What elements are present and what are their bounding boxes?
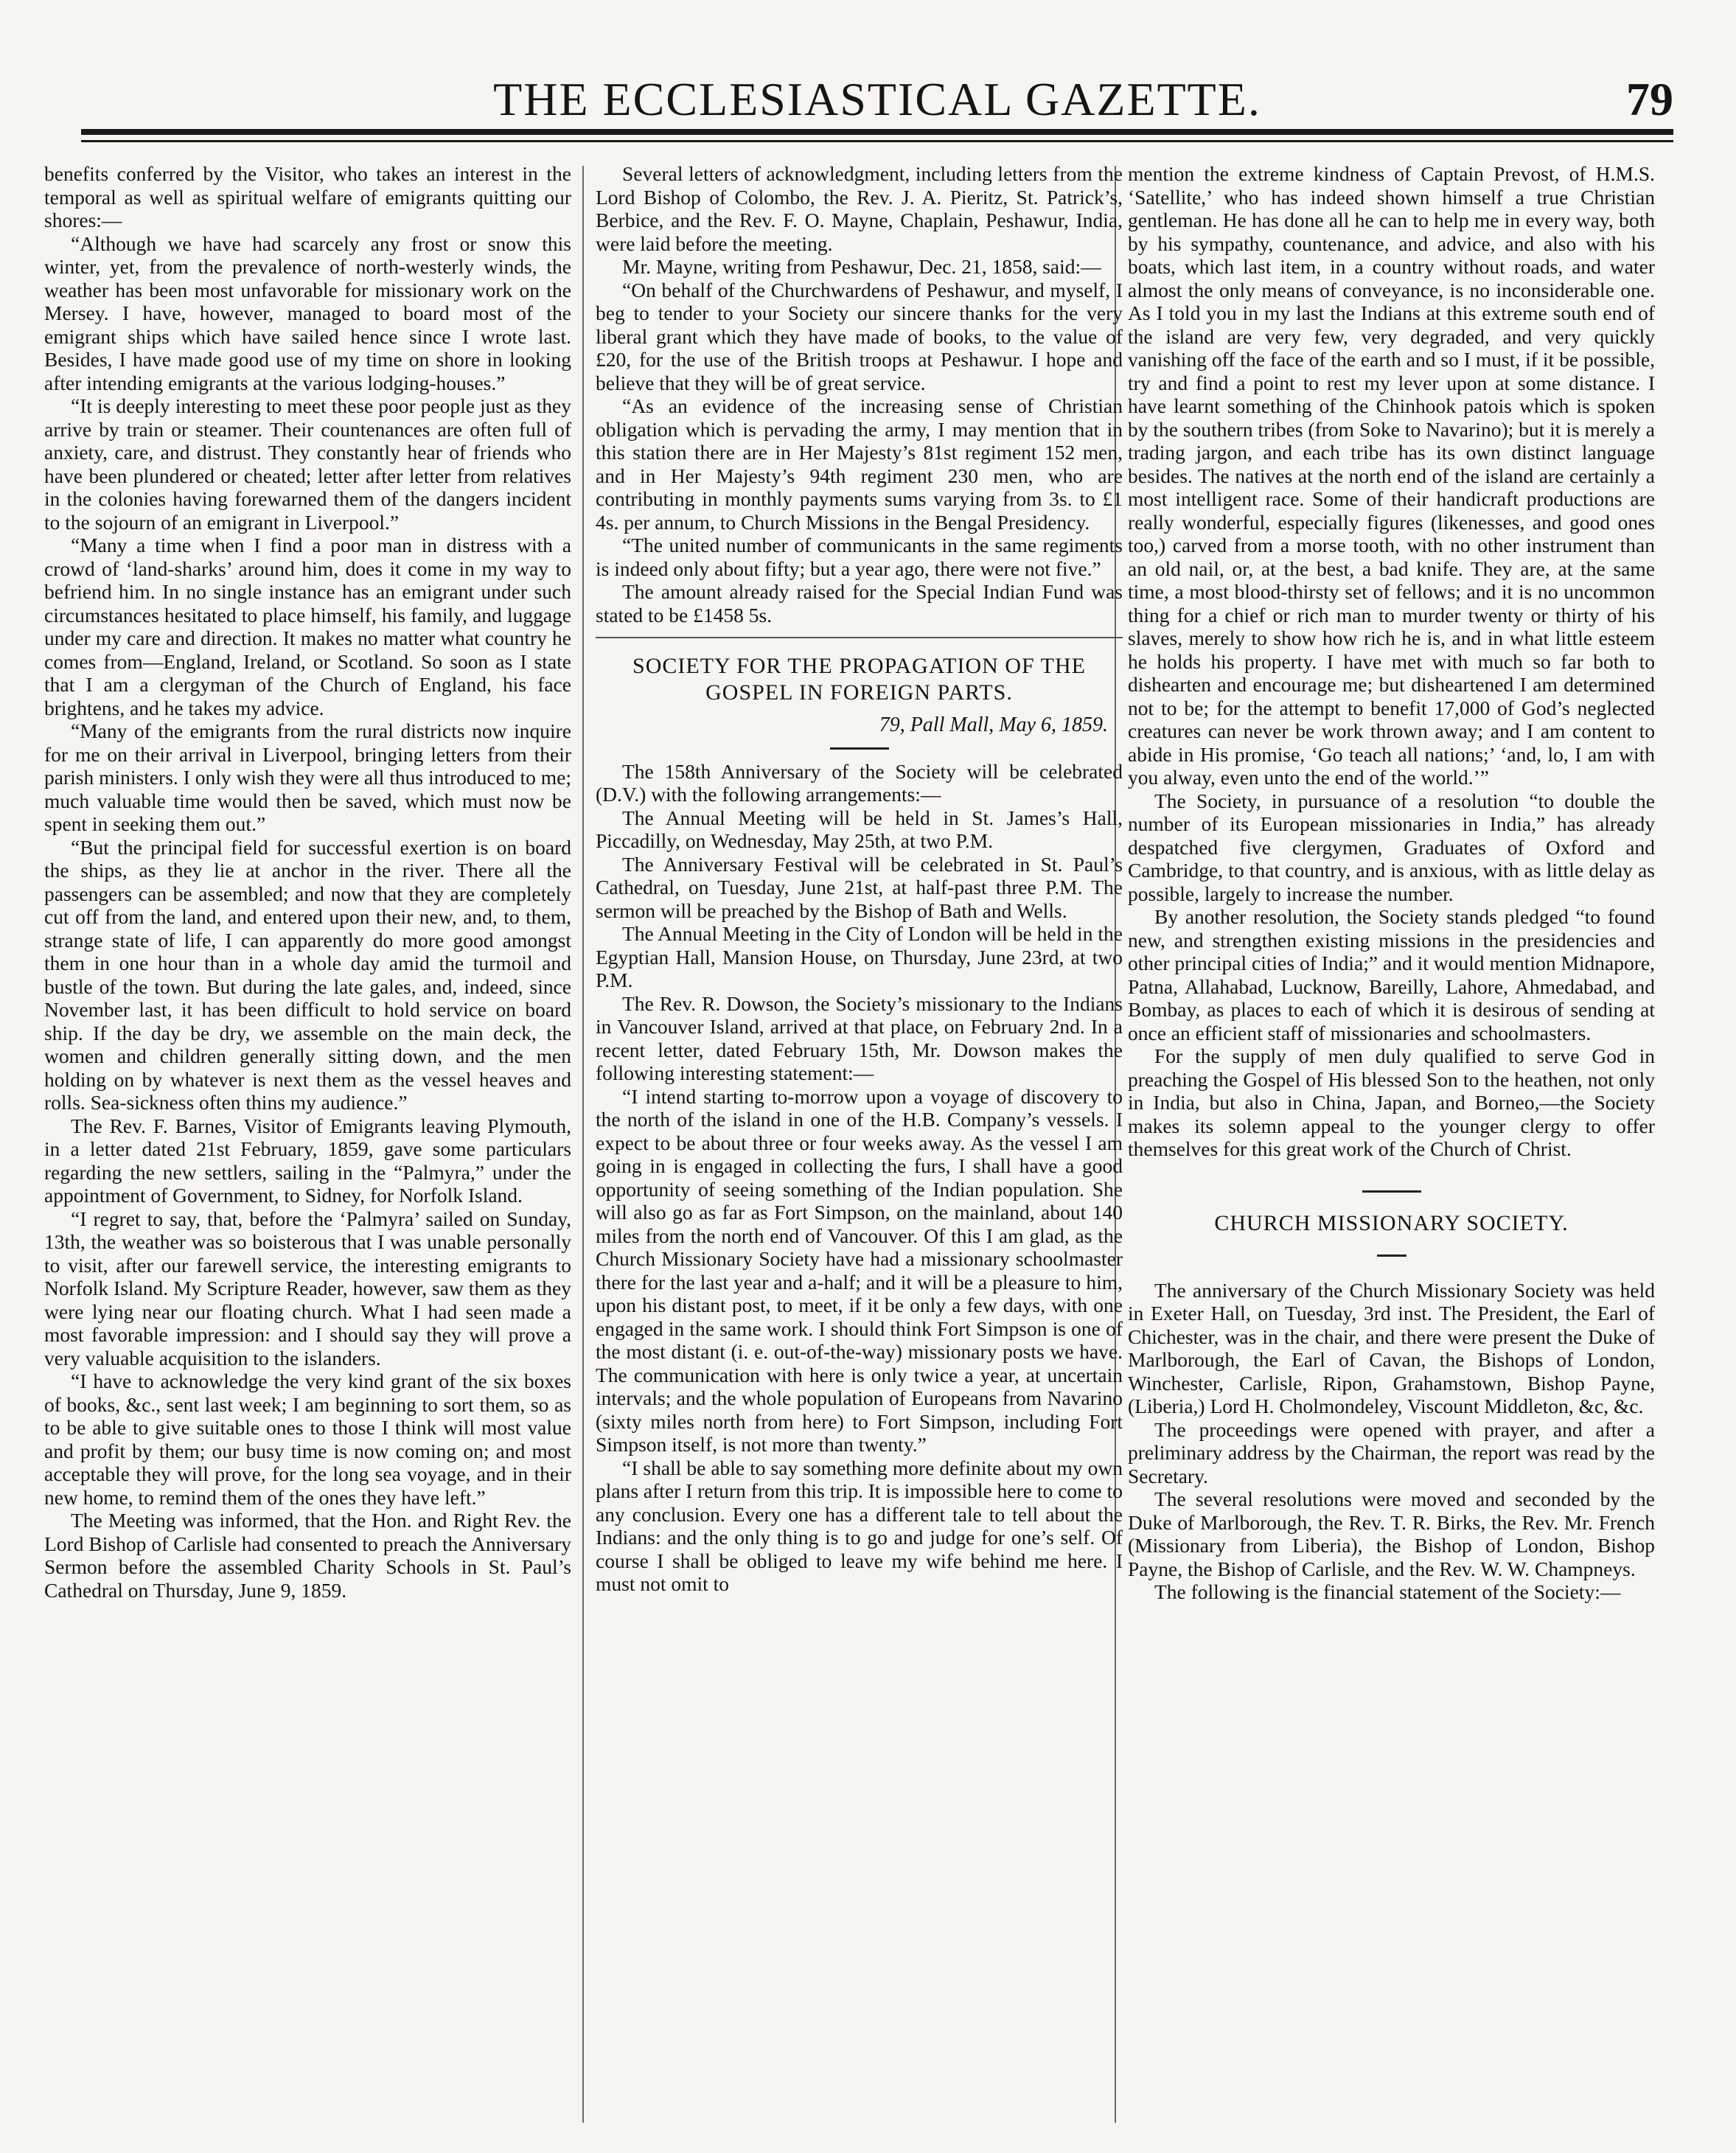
paragraph: Mr. Mayne, writing from Peshawur, Dec. 21, 1858, said:— [622, 255, 1101, 278]
paragraph: For the supply of men duly qualified to serve God in preaching the Gospel of His blessed Son to the heathen, not only in India, but also in China, Japan, and Borneo,—the Society makes its solemn appeal to the younger clergy to offer themselves for this great work of the Church of Christ. [1128, 1044, 1655, 1160]
paragraph: “I intend starting to-morrow upon a voyage of discovery to the north of the island in one of the H.B. Company’s vessels. I expect to be about three or four weeks away. As the vessel I am going in is engaged in collecting the furs, I shall have a good opportunity of seeing something of the Indian population. She will also go as far as Fort Simpson, on the mainland, about 140 miles from the north end of Vancouver. Of this I am glad, as the Church Missionary Society have had a missionary schoolmaster there for the last year and a-half; and it will be a pleasure to him, upon his distant post, to meet, if it be only a few days, with one engaged in the same work. I should think Fort Simpson is one of the most distant (i. e. out-of-the-way) missionary posts we have. The communication with here is only twice a year, at uncertain intervals; and the whole population of Europeans from Navarino (sixty miles north from here) to Fort Simpson, including Fort Simpson itself, is not more than twenty.” [596, 1084, 1123, 1456]
paragraph: “I regret to say, that, before the ‘Palmyra’ sailed on Sunday, 13th, the weather was so boisterous that I was unable personally to visit, after our farewell service, the interesting emigrants to Norfolk Island. My Scripture Reader, however, saw them as they were lying near our floating church. What I had seen made a most favorable impression: and I should say they will prove a very valuable acquisition to the islanders. [44, 1207, 571, 1369]
spg-heading: SOCIETY FOR THE PROPAGATION OF THE GOSPEL IN FOREIGN PARTS. [632, 654, 1086, 705]
page-number: 79 [1626, 73, 1673, 125]
paragraph: The Annual Meeting will be held in St. James’s Hall, Piccadilly, on Wednesday, May 25th, at two P.M. [596, 806, 1123, 852]
paragraph: The Annual Meeting in the City of London will be held in the Egyptian Hall, Mansion House, on Thursday, June 23rd, at two P.M. [596, 922, 1123, 991]
column-2 [596, 162, 1123, 2123]
paragraph: “It is deeply interesting to meet these poor people just as they arrive by train or steamer. Their countenances are often full of anxiety, care, and distrust. They constantly hear of friends who have been plundered or cheated; letter after letter from relatives in the colonies having forewarned them of the dangers incident to the sojourn of an emigrant in Liverpool.” [44, 394, 571, 534]
short-rule [1362, 1190, 1421, 1193]
paragraph: The Rev. R. Dowson, the Society’s missionary to the Indians in Vancouver Island, arrived at that place, on February 2nd. In a recent letter, dated February 15th, Mr. Dowson makes the following interesting statement:— [596, 991, 1123, 1084]
paragraph: “On behalf of the Churchwardens of Peshawur, and myself, I beg to tender to your Society our sincere thanks for the very liberal grant which they have made of books, to the value of £20, for the use of the British troops at Peshawur. I hope and believe that they will be of great service. [596, 278, 1123, 394]
paragraph: The amount already raised for the Special Indian Fund was stated to be £1458 5s. [596, 580, 1123, 627]
cms-heading: CHURCH MISSIONARY SOCIETY. [1214, 1210, 1569, 1235]
paragraph: Several letters of acknowledgment, including letters from the Lord Bishop of Colombo, the Rev. J. A. Pieritz, St. Patrick’s, Berbice, and the Rev. F. O. Mayne, Chaplain, Peshawur, India, were laid before the meeting. [596, 162, 1123, 255]
paragraph: The Anniversary Festival will be celebrated in St. Paul’s Cathedral, on Tuesday, June 21st, at half-past three P.M. The sermon will be preached by the Bishop of Bath and Wells. [596, 852, 1123, 922]
paragraph: “The united number of communicants in the same regiments is indeed only about fifty; but a year ago, there were not five.” [596, 534, 1123, 580]
spg-dateline: 79, Pall Mall, May 6, 1859. [879, 713, 1108, 736]
paragraph: The Meeting was informed, that the Hon. and Right Rev. the Lord Bishop of Carlisle had consented to preach the Anniversary Sermon before the assembled Charity Schools in St. Paul’s Cathedral on Thursday, June 9, 1859. [44, 1509, 571, 1602]
paragraph: The anniversary of the Church Missionary Society was held in Exeter Hall, on Tuesday, 3rd inst. The President, the Earl of Chichester, was in the chair, and there were present the Duke of Marlborough, the Earl of Cavan, the Bishops of London, Winchester, Carlisle, Ripon, Grahamstown, Bishop Payne, (Liberia,) Lord H. Cholmondeley, Viscount Middleton, &c, &c. [1128, 1278, 1655, 1417]
short-rule [1377, 1255, 1406, 1257]
paragraph: “Although we have had scarcely any frost or snow this winter, yet, from the prevalence of north-westerly winds, the weather has been most unfavorable for missionary work on the Mersey. I have, however, managed to board most of the emigrant ships which have sailed hence since I wrote last. Besides, I have made good use of my time on shore in looking after intending emigrants at the various lodging-houses.” [44, 231, 571, 394]
paragraph: The 158th Anniversary of the Society will be celebrated (D.V.) with the following arrangements:— [596, 759, 1123, 806]
section-divider [596, 637, 1123, 638]
paragraph: The following is the financial statement of the Society:— [1154, 1580, 1621, 1603]
masthead-thick-rule [81, 129, 1673, 135]
page-title: THE ECCLESIASTICAL GAZETTE. [493, 73, 1261, 125]
short-rule [830, 747, 889, 750]
paragraph: The Rev. F. Barnes, Visitor of Emigrants leaving Plymouth, in a letter dated 21st February, 1859, gave some particulars regarding the new settlers, sailing in the “Palmyra,” under the appointment of Government, to Sidney, for Norfolk Island. [44, 1114, 571, 1207]
paragraph: mention the extreme kindness of Captain Prevost, of H.M.S. ‘Satellite,’ who has indeed shown himself a true Christian gentleman. He has done all he can to help me in every way, both by his sympathy, countenance, and advice, and also with his boats, which last item, in a country without roads, and water almost the only means of conveyance, is no inconsiderable one. As I told you in my last the Indians at this extreme south end of the island are very few, very degraded, and very quickly vanishing off the face of the earth and so I must, if it be possible, try and find a point to rest my lever upon at some distance. I have learnt something of the Chinhook patois which is spoken by the southern tribes (from Soke to Navarino); but it is merely a trading jargon, and each tribe has its own distinct language besides. The natives at the north end of the island are certainly a most intelligent race. Some of their handicraft productions are really wonderful, especially figures (likenesses, and good ones too,) carved from a morse tooth, with no other instrument than an old nail, or, at the best, a bad knife. They are, at the same time, a most blood-thirsty set of fellows; and it is no uncommon thing for a chief or rich man to murder twenty or thirty of his slaves, merely to show how rich he is, and in what little esteem he holds his property. I have met with much so far both to dishearten and encourage me; but disheartened I am determined not to be; for the attempt to benefit 17,000 of God’s neglected creatures can never be work thrown away; and I am content to abide in His promise, ‘Go teach all nations;’ ‘and, lo, I am with you alway, even unto the end of the world.’” [1128, 162, 1655, 789]
paragraph: “As an evidence of the increasing sense of Christian obligation which is pervading the army, I may mention that in this station there are in Her Majesty’s 81st regiment 152 men, and in Her Majesty’s 94th regiment 230 men, who are contributing in monthly payments sums varying from 3s. to £1 4s. per annum, to Church Missions in the Bengal Presidency. [596, 394, 1123, 534]
paragraph: “Many a time when I find a poor man in distress with a crowd of ‘land-sharks’ around him, does it come in my way to befriend him. In no single instance has an emigrant under such circumstances hesitated to place himself, his family, and luggage under my care and direction. It makes no matter what country he comes from—England, Ireland, or Scotland. So soon as I state that I am a clergyman of the Church of England, his face brightens, and he takes my advice. [44, 534, 571, 719]
paragraph: “I shall be able to say something more definite about my own plans after I return from this trip. It is impossible here to come to any conclusion. Every one has a different tale to tell about the Indians: and the only thing is to go and judge for one’s self. Of course I shall be obliged to leave my wife behind me here. I must not omit to [596, 1456, 1123, 1595]
paragraph: The several resolutions were moved and seconded by the Duke of Marlborough, the Rev. T. R. Birks, the Rev. Mr. French (Missionary from Liberia), the Bishop of London, Bishop Payne, the Bishop of Carlisle, and the Rev. W. W. Champneys. [1128, 1487, 1655, 1580]
masthead-thin-rule [81, 140, 1673, 142]
paragraph: “I have to acknowledge the very kind grant of the six boxes of books, &c., sent last week; I am beginning to sort them, so as to be able to give suitable ones to those I think will most value and profit by them; our busy time is now coming on; and most acceptable they will prove, for the long sea voyage, and in their new home, to remind them of the ones they have left.” [44, 1369, 571, 1509]
column-3 [1128, 162, 1655, 2123]
paragraph: The Society, in pursuance of a resolution “to double the number of its European missionaries in India,” has already despatched five clergymen, Graduates of Oxford and Cambridge, to that country, and is anxious, with as little delay as possible, largely to increase the number. [1128, 789, 1655, 905]
paragraph: By another resolution, the Society stands pledged “to found new, and strengthen existing missions in the presidencies and other principal cities of India;” and it would mention Midnapore, Patna, Allahabad, Lucknow, Bareilly, Lahore, Ahmedabad, and Bombay, as places to each of which it is desirous of sending at once an efficient staff of missionaries and schoolmasters. [1128, 905, 1655, 1044]
paragraph: “But the principal field for successful exertion is on board the ships, as they lie at anchor in the river. There all the passengers can be assembled; and now that they are completely cut off from the land, and entered upon their new, and, to them, strange state of life, I can apparently do more good amongst them in one hour than in a whole day amid the turmoil and bustle of the town. But during the late gales, and, indeed, since November last, it has been difficult to hold service on board ship. If the day be dry, we assemble on the main deck, the women and children generally sitting down, and the men holding on by whatever is next them as the vessel heaves and rolls. Sea-sickness often thins my audience.” [44, 835, 571, 1114]
paragraph: “Many of the emigrants from the rural districts now inquire for me on their arrival in Liverpool, bringing letters from their parish ministers. I only wish they were all thus introduced to me; much valuable time would then be saved, which must now be spent in seeking them out.” [44, 719, 571, 835]
masthead [81, 65, 1673, 131]
column-divider-1 [582, 166, 584, 2123]
column-1 [44, 162, 571, 2123]
paragraph: The proceedings were opened with prayer, and after a preliminary address by the Chairman, the report was read by the Secretary. [1128, 1417, 1655, 1487]
paragraph: benefits conferred by the Visitor, who takes an interest in the temporal as well as spiritual welfare of emigrants quitting our shores:— [44, 162, 571, 231]
